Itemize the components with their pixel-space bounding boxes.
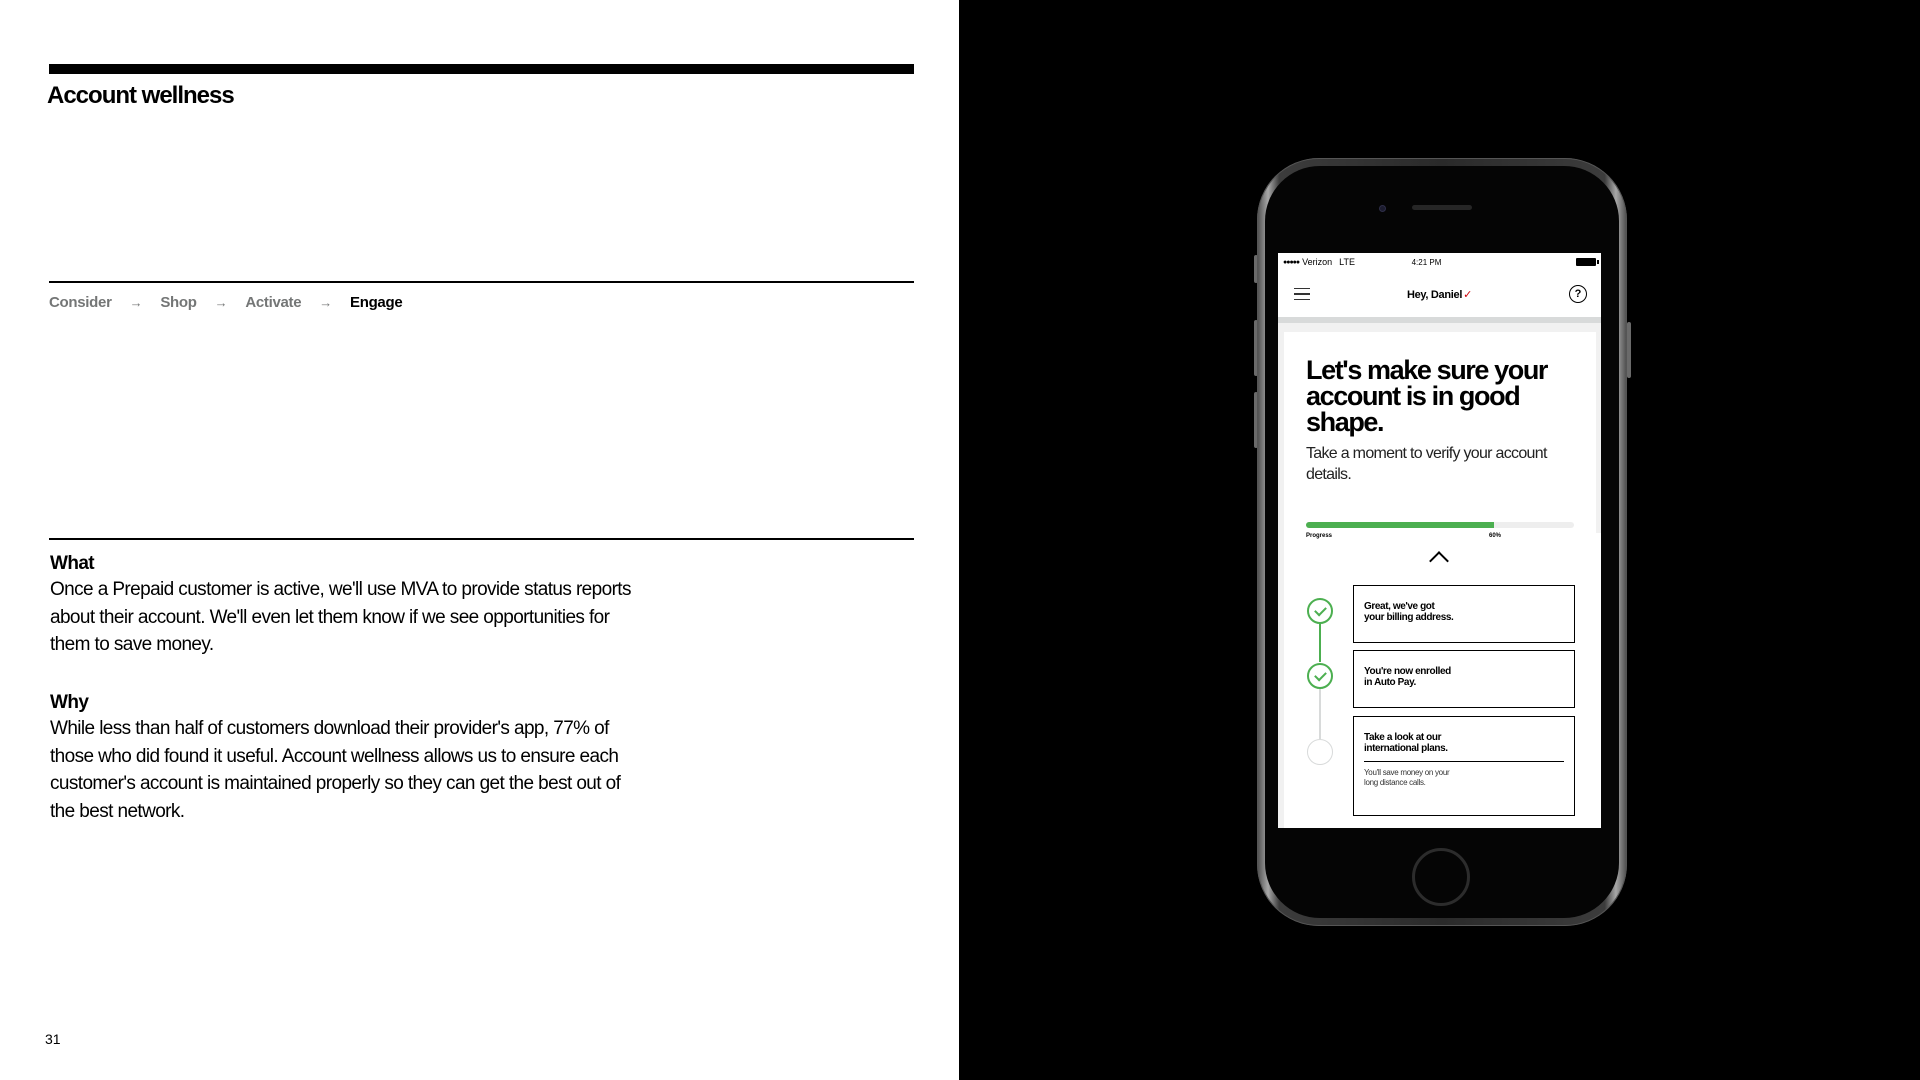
battery-icon (1576, 258, 1596, 266)
page-number: 31 (45, 1031, 61, 1047)
what-body: Once a Prepaid customer is active, we'll use MVA to provide status reports about their account. We'll even let them know if we see opportunities for them to save money. (50, 579, 631, 656)
journey-step-shop: Shop (160, 294, 197, 311)
progress-label: Progress (1306, 533, 1601, 828)
title-bar-rule (49, 64, 914, 74)
task-note: You'll save money on your long distance calls. (1364, 768, 1450, 787)
journey-step-consider: Consider (49, 294, 112, 311)
progress-bar (1306, 522, 1574, 528)
phone-screen (1278, 253, 1601, 828)
task-title: Take a look at our international plans. (1364, 732, 1448, 754)
verizon-check-icon: ✓ (1463, 288, 1473, 301)
status-bar (1278, 253, 1601, 271)
progress-fill (1306, 522, 1494, 528)
earpiece-speaker (1412, 205, 1472, 210)
signal-strength-icon: ●●●●● (1283, 258, 1300, 266)
carrier-name: Verizon (1302, 257, 1333, 267)
task-divider (1364, 761, 1564, 762)
why-section (50, 691, 650, 825)
why-heading: Why (50, 692, 89, 713)
arrow-right-icon: → (319, 295, 332, 310)
home-button (1412, 848, 1470, 906)
network-type: LTE (1339, 257, 1356, 267)
journey-breadcrumb (49, 294, 402, 311)
journey-step-activate: Activate (245, 294, 302, 311)
page-title: Account wellness (47, 82, 234, 109)
divider (49, 538, 914, 540)
what-section (50, 552, 650, 659)
journey-step-engage: Engage (350, 294, 403, 311)
account-wellness-card (1284, 332, 1596, 828)
arrow-right-icon: → (214, 295, 228, 310)
greeting (1407, 288, 1472, 301)
app-header (1278, 271, 1601, 323)
status-time: 4:21 PM (1411, 257, 1442, 267)
progress-percent: 60% (1489, 533, 1502, 539)
greeting-text: Hey, Daniel (1406, 288, 1463, 301)
task-card-international-plans[interactable] (1353, 716, 1575, 816)
card-headline: Let's make sure your account is in good shape. (1306, 355, 1548, 437)
task-complete-check-icon (1307, 598, 1333, 624)
help-icon[interactable]: ? (1569, 285, 1587, 303)
content-panel (0, 0, 959, 1080)
arrow-right-icon: → (129, 295, 143, 310)
what-heading: What (50, 553, 95, 574)
phone-power-button (1627, 322, 1631, 378)
front-camera-icon (1379, 205, 1386, 212)
hamburger-menu-icon[interactable] (1294, 288, 1310, 301)
card-subtext: Take a moment to verify your account details. (1306, 445, 1547, 483)
task-title: Great, we've got your billing address. (1364, 601, 1454, 623)
status-left (1283, 257, 1355, 267)
task-card-billing-address[interactable] (1353, 585, 1575, 643)
divider (49, 281, 914, 283)
why-body: While less than half of customers download their provider's app, 77% of those who did found it useful. Account wellness allows us to ensure each customer's account is maintained properly so they can get the best out of the best network. (50, 718, 621, 822)
task-title: You're now enrolled in Auto Pay. (1364, 666, 1451, 688)
task-card-auto-pay[interactable] (1353, 650, 1575, 708)
task-complete-check-icon (1307, 663, 1333, 689)
task-pending-circle-icon (1307, 739, 1333, 765)
